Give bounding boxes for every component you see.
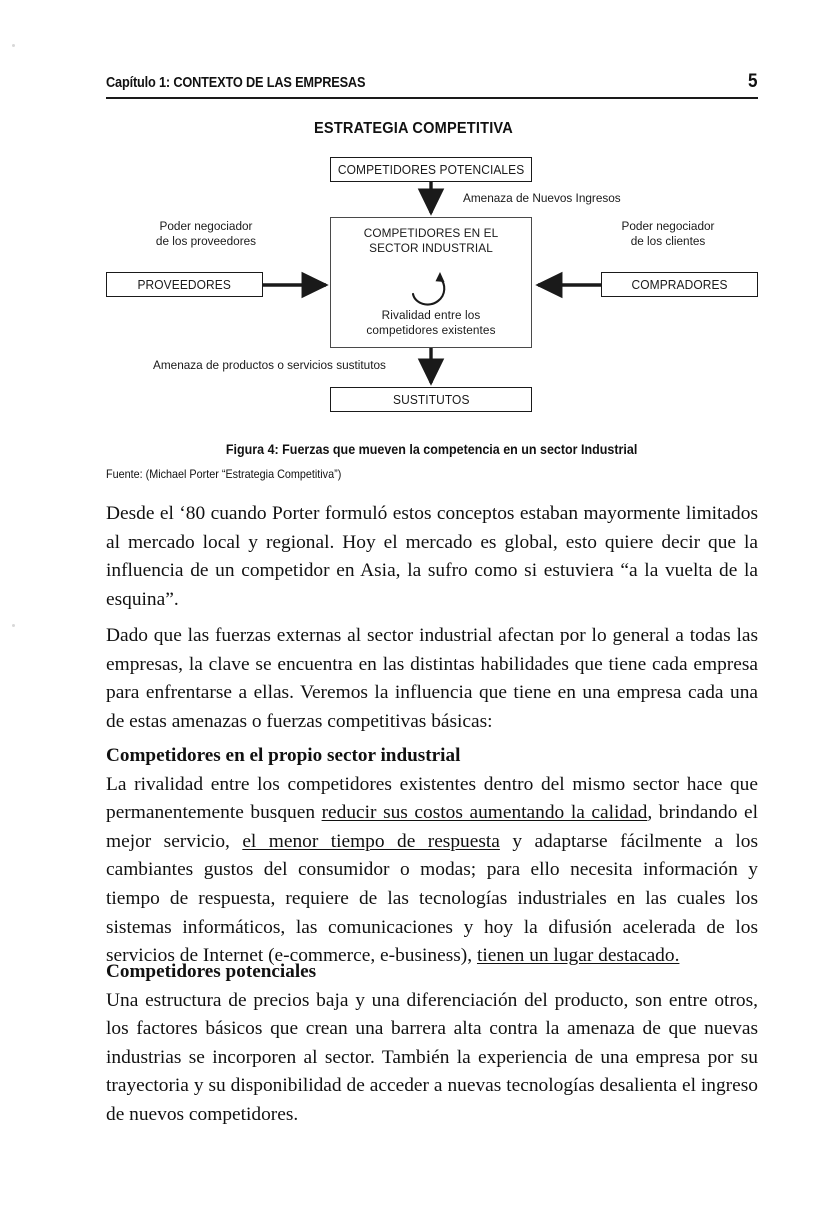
node-competidores-sector-industrial	[330, 217, 532, 348]
diagram-title: ESTRATEGIA COMPETITIVA	[314, 120, 513, 137]
section-competidores-potenciales	[106, 958, 758, 1130]
section-competidores-sector-industrial	[106, 742, 758, 971]
central-heading-line1: COMPETIDORES EN EL	[363, 226, 499, 240]
paragraph-porter-globalization	[106, 500, 758, 614]
label-poder-clientes-line2: de los clientes	[630, 234, 706, 248]
scan-edge-mark	[12, 624, 15, 627]
section-heading: Competidores potenciales	[106, 961, 317, 982]
node-sustitutos	[330, 387, 532, 412]
node-sustitutos-label: SUSTITUTOS	[392, 392, 470, 407]
figure-source-text: Fuente: (Michael Porter “Estrategia Competitiva”)	[106, 467, 342, 481]
porter-five-forces-diagram	[0, 0, 827, 500]
figure-source	[106, 467, 367, 481]
figure-caption-text: Figura 4: Fuerzas que mueven la competencia en un sector Industrial	[226, 442, 638, 457]
central-subtext-line2: competidores existentes	[366, 323, 496, 337]
paragraph-text: Dado que las fuerzas externas al sector industrial afectan por lo general a todas las empresas, la clave se encuentra en las distintas habilidades que tiene cada empresa para enfrentarse a ellas. Veremos la influencia que tiene en una empresa cada una de estas amenazas o fuerzas competitivas básicas:	[106, 625, 758, 732]
node-proveedores	[106, 272, 263, 297]
section-heading: Competidores en el propio sector industrial	[106, 745, 461, 766]
paragraph-fuerzas-externas	[106, 622, 758, 736]
central-heading-line2: SECTOR INDUSTRIAL	[369, 241, 493, 255]
label-amenaza-nuevos-ingresos	[463, 191, 629, 206]
node-potenciales-label: COMPETIDORES POTENCIALES	[337, 162, 525, 177]
label-amenaza-sustitutos	[153, 358, 398, 373]
page-number: 5	[748, 71, 758, 92]
node-proveedores-label: PROVEEDORES	[137, 277, 232, 292]
central-subtext	[331, 308, 531, 338]
node-compradores-label: COMPRADORES	[631, 277, 728, 292]
label-poder-negociador-proveedores	[106, 219, 306, 249]
label-poder-proveedores-line1: Poder negociador	[159, 219, 253, 233]
section-body	[106, 771, 758, 971]
underlined-phrase-costos-calidad: reducir sus costos aumentando la calidad	[321, 802, 648, 824]
rivalry-circular-arrow	[405, 268, 457, 310]
underlined-phrase-tiempo-respuesta: el menor tiempo de respuesta	[242, 830, 500, 852]
label-poder-negociador-clientes	[568, 219, 768, 249]
label-poder-clientes-line1: Poder negociador	[621, 219, 715, 233]
central-subtext-line1: Rivalidad entre los	[381, 308, 481, 322]
section-body: Una estructura de precios baja y una diferenciación del producto, son entre otros, los factores básicos que crean una barrera alta contra la amenaza de que nuevas industrias se incorporen al sector. También la experiencia de una empresa por su trayectoria y su disponibilidad de acceder a nuevas tecnologías desalienta el ingreso de nuevos competidores.	[106, 989, 758, 1125]
text-run: La rivalidad entre los competidores existentes dentro del mismo sector hace que permanentemente busquen	[106, 773, 758, 824]
figure-caption	[106, 442, 758, 457]
node-compradores	[601, 272, 758, 297]
label-amenaza-nuevos-ingresos-text: Amenaza de Nuevos Ingresos	[463, 191, 621, 205]
central-heading	[331, 226, 531, 256]
text-run: y adaptarse fácilmente a los cambiantes gustos del consumidor o modas; para ello necesita información y tiempo de respuesta, requiere de las tecnologías industriales en las cuales los sistemas informáticos, las comunicaciones y hoy la difusión acelerada de los servicios de Internet (e-commerce, e-business),	[106, 830, 759, 967]
label-amenaza-sustitutos-text: Amenaza de productos o servicios sustitutos	[153, 358, 386, 372]
text-run: , brindando el mejor servicio,	[106, 802, 758, 852]
node-competidores-potenciales	[330, 157, 532, 182]
paragraph-text: Desde el ‘80 cuando Porter formuló estos conceptos estaban mayormente limitados al mercado local y regional. Hoy el mercado es global, esto quiere decir que la influencia de un competidor en Asia, la sufro como si estuviera “a la vuelta de la esquina”.	[106, 503, 758, 610]
underlined-phrase-lugar-destacado: tienen un lugar destacado.	[476, 945, 680, 967]
label-poder-proveedores-line2: de los proveedores	[155, 234, 257, 248]
chapter-title: Capítulo 1: CONTEXTO DE LAS EMPRESAS	[106, 75, 366, 91]
